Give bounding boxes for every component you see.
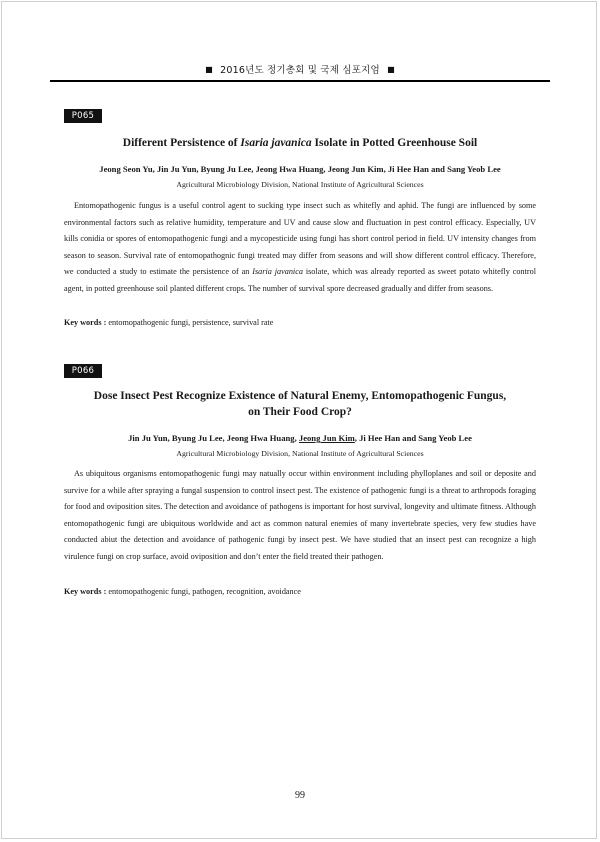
affiliation: Agricultural Microbiology Division, National Institute of Agricultural Sciences <box>176 180 424 189</box>
header-title: 2016년도 정기총회 및 국제 심포지엄 <box>220 65 380 76</box>
title-species-italic: Isaria javanica <box>240 137 312 149</box>
abstract-id-badge: P066 <box>64 364 102 378</box>
title-text-end: Isolate in Potted Greenhouse Soil <box>311 137 478 149</box>
header-right-square-icon: ■ <box>387 65 395 74</box>
page-border <box>1 1 597 839</box>
keywords-value: entomopathogenic fungi, pathogen, recognition, avoidance <box>108 587 301 596</box>
body-species-italic: Isaria javanica <box>252 267 303 276</box>
body-text-end: isolate, which was already reported as sweet potato whitefly control agent, in potted greenhouse soil planted different crops. The number of survival spore decreased gradually and differ from seasons. <box>64 267 536 293</box>
keywords-label: Key words : <box>64 587 107 596</box>
presenting-author-underlined: Jeong Jun Kim <box>298 433 355 443</box>
author-list: Jeong Seon Yu, Jin Ju Yun, Byung Ju Lee, Jeong Hwa Huang, Jeong Jun Kim, Ji Hee Han and Sang Yeob Lee <box>99 164 501 174</box>
running-header <box>0 62 600 76</box>
title-text: Different Persistence of <box>122 137 241 149</box>
header-left-square-icon: ■ <box>205 65 213 74</box>
abstract-title <box>64 135 536 151</box>
body-text: Entomopathogenic fungus is a useful control agent to sucking type insect such as whitefly and aphid. The fungi are influenced by some environmental factors such as relative humidity, temperature and UV and cause slow and fluctuation in pest control efficacy. Especially, UV kills conidia or spores of entomopathogenic fungi and a mycopesticide using fungi has short control period in field. UV intensity changes from season to season. Survival rate of entomopathognic fungi treated may differ from seasons and will show different control efficacy. Therefore, we conducted a study to estimate the persistence of an <box>64 201 536 276</box>
abstract-body: As ubiquitous organisms entomopathogenic fungi may natually occur within environment including phylloplanes and soil or deposite and survive for a while after spraying a fungal suspension to control insect pest. The existence of pathogenic fungi is a threat to arthropods foraging for food and oviposition sites. The detection and avoidance of pathogens is important for host survival, longevity and ultimate fitness. Although entomopathogenic fungi are ubiquitous worldwide and act as common natural enemies of many invertebrate species, very few studies have conducted abiut the detection and avoidance of pathogenic fungi by insect pest. We have studied that an insect pest can recognize a high virulence fungi on crop surface, avoid oviposition and don’t enter the field treated their pathogen. <box>64 469 536 561</box>
authors-text-end: , Ji Hee Han and Sang Yeob Lee <box>354 433 472 443</box>
title-line-2: on Their Food Crop? <box>248 406 352 418</box>
header-rule <box>50 80 550 82</box>
keywords-label: Key words : <box>64 318 107 327</box>
keywords-line <box>64 318 536 327</box>
title-line-1: Dose Insect Pest Recognize Existence of Natural Enemy, Entomopathogenic Fungus, <box>93 390 507 402</box>
authors-text: Jin Ju Yun, Byung Ju Lee, Jeong Hwa Huang, <box>128 433 299 443</box>
affiliation: Agricultural Microbiology Division, National Institute of Agricultural Sciences <box>176 449 424 458</box>
page-number: 99 <box>295 790 305 801</box>
abstract-body <box>64 198 536 297</box>
abstract-id-badge: P065 <box>64 109 102 123</box>
abstract-title <box>64 388 536 420</box>
keywords-line <box>64 587 536 596</box>
author-list <box>64 433 536 443</box>
keywords-value: entomopathogenic fungi, persistence, survival rate <box>108 318 274 327</box>
